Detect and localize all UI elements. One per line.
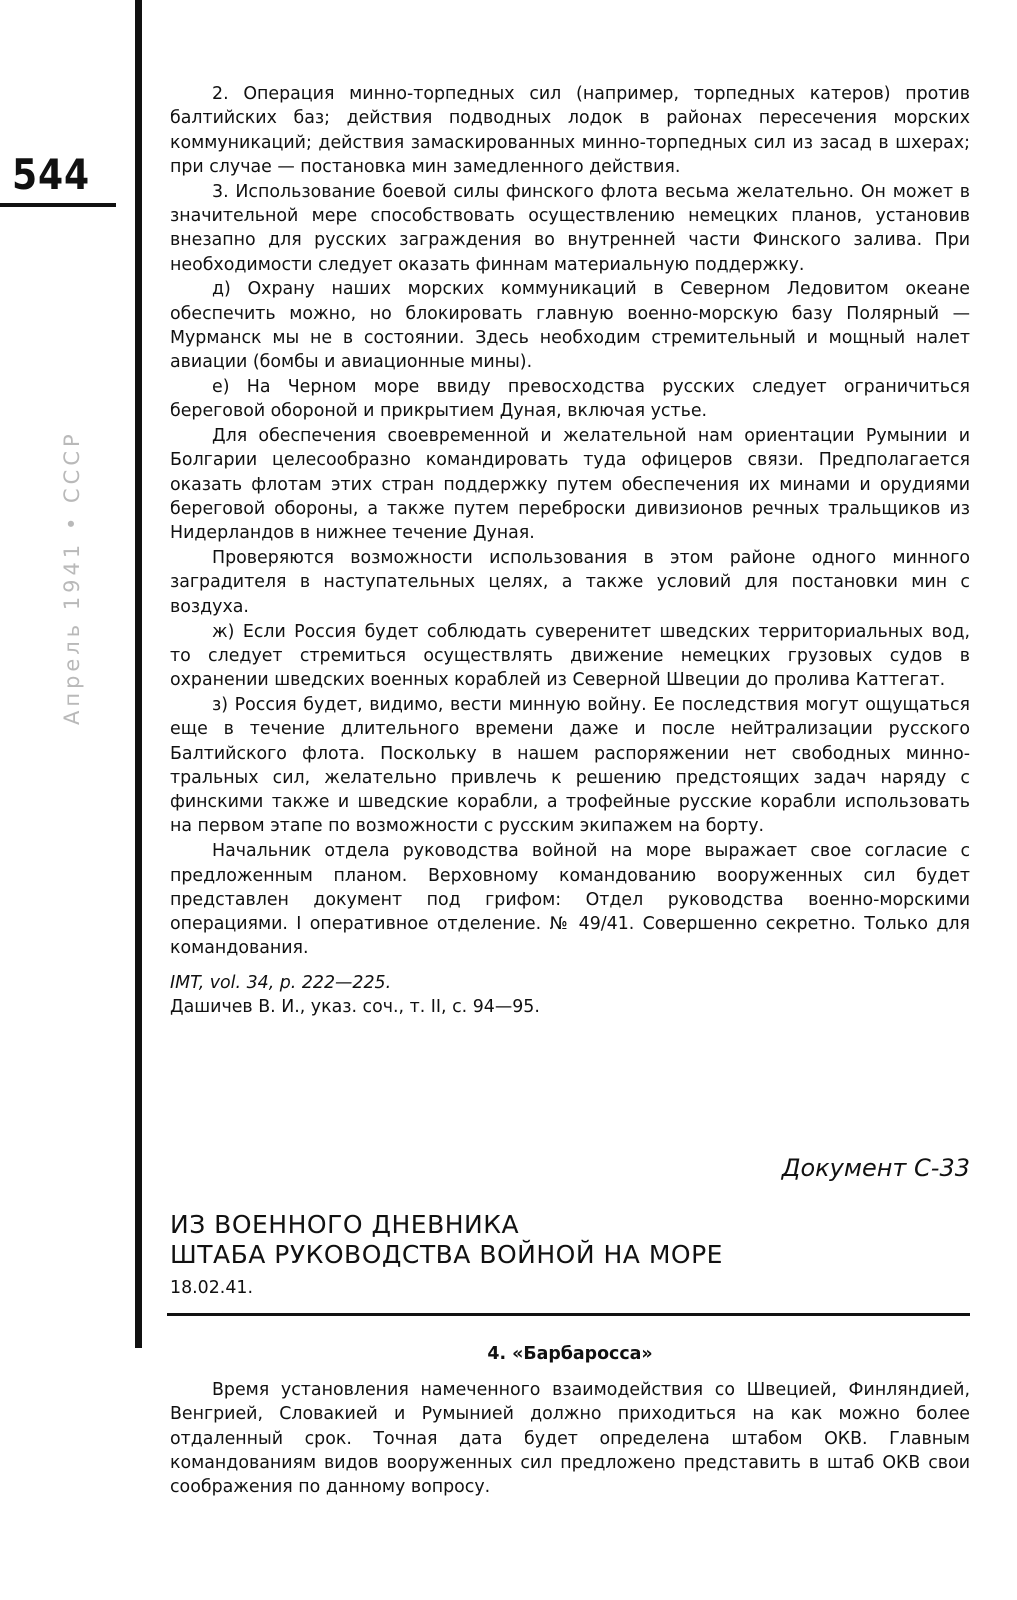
page-number: 544 [12,150,91,199]
document-date: 18.02.41. [170,1278,253,1298]
vertical-rule [135,0,142,1348]
section-divider [167,1313,970,1316]
paragraph: Начальник отдела руководства войной на море выражает свое согласие с предложенным планом. Верховному командованию вооруженных сил будет представлен документ под грифом: Отдел руководства военно-морскими операциями. I оперативное отделение. № 49/41. Совершенно секретно. Только для командования. [170,841,970,959]
source-references [170,971,970,1020]
paragraph: з) Россия будет, видимо, вести минную войну. Ее последствия могут ощущаться еще в течение длительного времени даже и после нейтрализации русского Балтийского флота. Поскольку в нашем распоряжении нет свободных минно-тральных сил, желательно привлечь к решению предстоящих задач наряду с финскими также и шведские корабли, а трофейные русские корабли использовать на первом этапе по возможности с русским экипажем на борту. [170,694,970,837]
main-text [170,82,970,1019]
document-label: Документ С-33 [781,1154,970,1182]
paragraph: 2. Операция минно-торпедных сил (например, торпедных катеров) против балтийских баз; действия подводных лодок в районах пересечения морских коммуникаций; действия замаскированных минно-торпедных сил из засад в шхерах; при случае — постановка мин замедленного действия. [170,84,970,177]
paragraph: е) На Черном море ввиду превосходства русских следует ограничиться береговой обороной и прикрытием Дуная, включая устье. [170,377,970,422]
paragraph: 3. Использование боевой силы финского флота весьма желательно. Он может в значительной мере способствовать осуществлению немецких планов, установив внезапно для русских заграждения во внутренней части Финского залива. При необходимости следует оказать финнам материальную поддержку. [170,181,970,275]
paragraph: Проверяются возможности использования в этом районе одного минного заградителя в наступательных целях, а также условий для постановки мин с воздуха. [170,548,970,617]
paragraph: Время установления намеченного взаимодействия со Швецией, Финляндией, Венгрией, Словакией и Румынией должно приходиться на как можно более отдаленный срок. Точная дата будет определена штабом ОКВ. Главным командованиям видов вооруженных сил предложено представить в штаб ОКВ свои соображения по данному вопросу. [170,1380,970,1498]
paragraph: ж) Если Россия будет соблюдать суверенитет шведских территориальных вод, то следует стремиться осуществлять движение немецких грузовых судов в охранении шведских военных кораблей из Северной Швеции до пролива Каттегат. [170,621,970,691]
paragraph: Для обеспечения своевременной и желательной нам ориентации Румынии и Болгарии целесообразно командировать туда офицеров связи. Предполагается оказать флотам этих стран поддержку путем обеспечения их минами и орудиями береговой обороны, а также путем переброски дивизионов речных тральщиков из Нидерландов в нижнее течение Дуная. [170,426,970,544]
page-number-rule [0,203,116,207]
document-title [170,1210,970,1270]
section-heading: 4. «Барбаросса» [487,1344,653,1364]
paragraph: д) Охрану наших морских коммуникаций в Северном Ледовитом океане обеспечить можно, но блокировать главную военно-морскую базу Полярный — Мурманск мы не в состоянии. Здесь необходим стремительный и мощный налет авиации (бомбы и авиационные мины). [170,279,970,373]
source-imt: IMT, vol. 34, p. 222—225. [170,972,392,993]
document-title-line: ИЗ ВОЕННОГО ДНЕВНИКА [170,1210,520,1239]
side-running-title: Апрель 1941 • СССР [60,430,84,725]
source-dashichev: Дашичев В. И., указ. соч., т. II, с. 94—95. [170,996,540,1017]
document-title-line: ШТАБА РУКОВОДСТВА ВОЙНОЙ НА МОРЕ [170,1240,723,1269]
section-text [170,1378,970,1500]
